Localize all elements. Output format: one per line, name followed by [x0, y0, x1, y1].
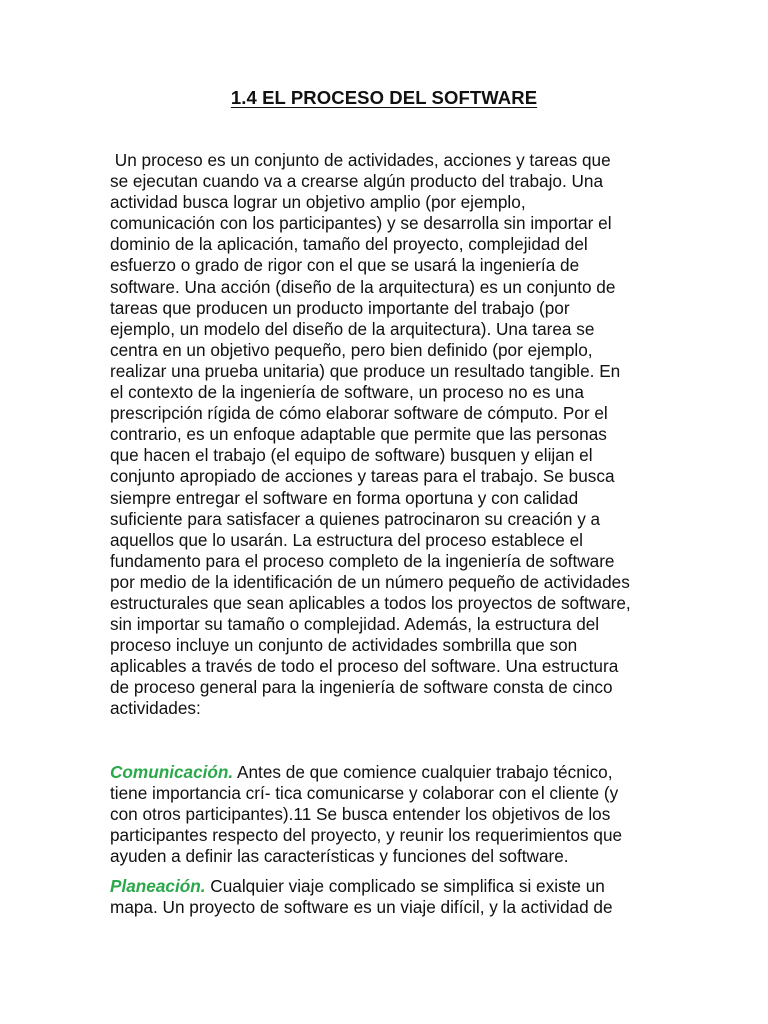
text-line: aplicables a través de todo el proceso del software. Una estructura — [110, 656, 619, 677]
activity-text: Cualquier viaje complicado se simplifica si existe un — [205, 876, 605, 896]
text-line: realizar una prueba unitaria) que produce un resultado tangible. En — [110, 360, 621, 381]
activity-term: Comunicación. — [110, 762, 234, 782]
activity-term: Planeación. — [110, 876, 206, 896]
text-line: aquellos que lo usarán. La estructura del proceso establece el — [110, 529, 583, 550]
text-line: proceso incluye un conjunto de actividades sombrilla que son — [110, 635, 578, 656]
text-line: el contexto de la ingeniería de software, un proceso no es una — [110, 382, 584, 403]
activity-text: Antes de que comience cualquier trabajo técnico, — [233, 762, 613, 782]
text-line: ejemplo, un modelo del diseño de la arquitectura). Una tarea se — [110, 318, 595, 339]
text-line: siempre entregar el software en forma oportuna y con calidad — [110, 487, 579, 508]
text-line: comunicación con los participantes) y se desarrolla sin importar el — [110, 213, 612, 234]
page-title: 1.4 EL PROCESO DEL SOFTWARE — [230, 87, 538, 108]
text-line: tareas que producen un producto importante del trabajo (por — [110, 297, 570, 318]
text-line — [110, 762, 658, 783]
text-line: tiene importancia crí- tica comunicarse y colaborar con el cliente (y — [110, 783, 619, 804]
text-line: ayuden a definir las características y funciones del software. — [110, 846, 569, 867]
text-line: de proceso general para la ingeniería de software consta de cinco — [110, 677, 613, 698]
text-line: sin importar su tamaño o complejidad. Además, la estructura del — [110, 614, 600, 635]
text-line: que hacen el trabajo (el equipo de software) busquen y elijan el — [110, 445, 593, 466]
activity-comunicacion — [110, 762, 658, 867]
activity-planeacion — [110, 876, 658, 918]
text-line: suficiente para satisfacer a quienes patrocinaron su creación y a — [110, 508, 601, 529]
text-line — [110, 876, 658, 897]
text-line: Un proceso es un conjunto de actividades, acciones y tareas que — [110, 150, 611, 170]
text-line: centra en un objetivo pequeño, pero bien definido (por ejemplo, — [110, 339, 593, 360]
text-line: esfuerzo o grado de rigor con el que se usará la ingeniería de — [110, 255, 580, 276]
text-line: contrario, es un enfoque adaptable que permite que las personas — [110, 424, 607, 445]
text-line: estructurales que sean aplicables a todos los proyectos de software, — [110, 592, 631, 613]
text-line: se ejecutan cuando va a crearse algún producto del trabajo. Una — [110, 171, 604, 192]
text-line: por medio de la identificación de un número pequeño de actividades — [110, 571, 630, 592]
text-line: actividad busca lograr un objetivo amplio (por ejemplo, — [110, 192, 526, 213]
text-line: software. Una acción (diseño de la arquitectura) es un conjunto de — [110, 276, 616, 297]
text-line: con otros participantes).11 Se busca entender los objetivos de los — [110, 804, 611, 825]
text-line: dominio de la aplicación, tamaño del proyecto, complejidad del — [110, 234, 588, 255]
text-line: actividades: — [110, 698, 201, 719]
text-line: fundamento para el proceso completo de la ingeniería de software — [110, 550, 615, 571]
text-line: prescripción rígida de cómo elaborar software de cómputo. Por el — [110, 403, 608, 424]
text-line: conjunto apropiado de acciones y tareas para el trabajo. Se busca — [110, 466, 615, 487]
text-line: participantes respecto del proyecto, y reunir los requerimientos que — [110, 825, 623, 846]
text-line: mapa. Un proyecto de software es un viaje difícil, y la actividad de — [110, 897, 613, 918]
intro-paragraph — [110, 150, 658, 720]
